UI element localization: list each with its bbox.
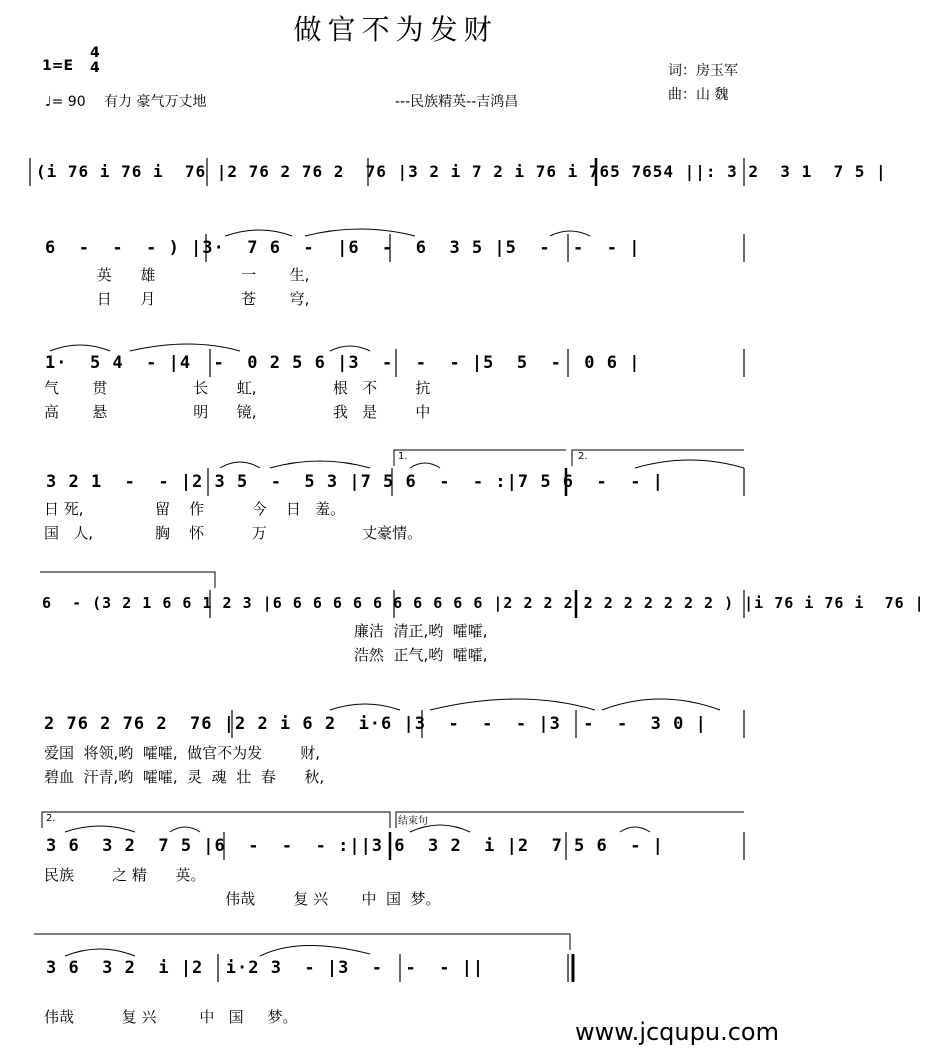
score-row-2 (30, 230, 750, 310)
tempo-marking (45, 91, 207, 111)
score-row-2-lyrics-verse-2: 日 月 苍 穹, (30, 290, 310, 308)
score-row-4-lyrics-verse-2: 国 人, 胸 怀 万 丈豪情。 (44, 524, 423, 542)
key-signature: 1=E (42, 58, 74, 74)
score-row-6-notes: 2 76 2 76 2 76 |2 2 i 6 2 i·6 |3 - - - |3 - - 3 0 | (44, 714, 707, 734)
time-signature-top: 4 (90, 45, 100, 61)
score-row-2-notes: 6 - - - ) |3· 7 6 - |6 - 6 3 5 |5 - - - | (45, 238, 641, 258)
score-row-7-lyrics-verse-1: 民族 之 精 英。 (44, 866, 206, 884)
site-watermark: www.jcqupu.com (575, 1018, 779, 1046)
score-row-7 (30, 808, 750, 908)
song-title: 做官不为发财 (293, 13, 498, 46)
score-row-6 (30, 690, 750, 786)
score-row-4 (30, 446, 750, 546)
score-row-3-notes: 1· 5 4 - |4 - 0 2 5 6 |3 - - - |5 5 - 0 6 | (45, 353, 641, 373)
lyricist-credit: 词：房玉军 (668, 63, 738, 79)
score-row-6-lyrics-verse-1: 爱国 将领,哟 嚯嚯, 做官不为发 财, (44, 744, 321, 762)
score-row-7-lyrics-verse-2: 伟哉 复 兴 中 国 梦。 (44, 890, 441, 908)
score-row-1-notes: (i 76 i 76 i 76 |2 76 2 76 2 76 |3 2 i 7 2 i 76 i 765 7654 ||: 3 2 3 1 7 5 | (36, 162, 887, 181)
score-row-1 (30, 156, 887, 196)
score-row-3 (30, 345, 750, 425)
time-signature-bottom: 4 (90, 60, 100, 76)
score-row-3-lyrics-verse-1: 气 贯 长 虹, 根 不 抗 (44, 379, 431, 397)
tempo-value: ♩= 90 (45, 94, 86, 110)
score-row-2-lyrics-verse-1: 英 雄 一 生, (30, 266, 310, 284)
score-row-8-lyrics-verse-2: 伟哉 复 兴 中 国 梦。 (44, 1008, 298, 1026)
expression-marking: 有力 豪气万丈地 (104, 94, 207, 110)
score-row-6-lyrics-verse-2: 碧血 汗青,哟 嚯嚯, 灵 魂 壮 春 秋, (44, 768, 325, 786)
score-row-4-lyrics-verse-1: 日 死, 留 作 今 日 羞。 (44, 500, 346, 518)
volta-ending-phrase: 结束句 (398, 816, 428, 827)
score-row-8-notes: 3 6 3 2 i |2 i·2 3 - |3 - - - || (46, 958, 485, 978)
score-row-5-lyrics-verse-2: 浩然 正气,哟 嚯嚯, (44, 646, 488, 664)
score-row-5-notes: 6 - (3 2 1 6 6 1 2 3 |6 6 6 6 6 6 6 6 6 6 6 |2 2 2 2 2 2 2 2 2 2 2 ) |i 76 i 76 i 76 | (42, 594, 925, 612)
score-row-5 (30, 568, 925, 668)
score-row-3-lyrics-verse-2: 高 悬 明 镜, 我 是 中 (44, 403, 431, 421)
score-row-5-lyrics-verse-1: 廉洁 清正,哟 嚯嚯, (44, 622, 488, 640)
score-row-4-notes: 3 2 1 - - |2 3 5 - 5 3 |7 5 6 - - :|7 5 6 - - | (46, 472, 664, 492)
composer-credit: 曲：山 魏 (668, 87, 729, 103)
time-signature (90, 46, 100, 76)
score-row-8 (30, 930, 750, 1025)
volta-second-ending: 2. (578, 451, 588, 462)
volta-second-ending-2: 2. (46, 813, 56, 824)
volta-first-ending: 1. (398, 451, 408, 462)
subtitle: ---民族精英--吉鸿昌 (395, 94, 519, 110)
score-row-7-notes: 3 6 3 2 7 5 |6 - - - :||3 6 3 2 i |2 7 5 6 - | (46, 836, 664, 856)
